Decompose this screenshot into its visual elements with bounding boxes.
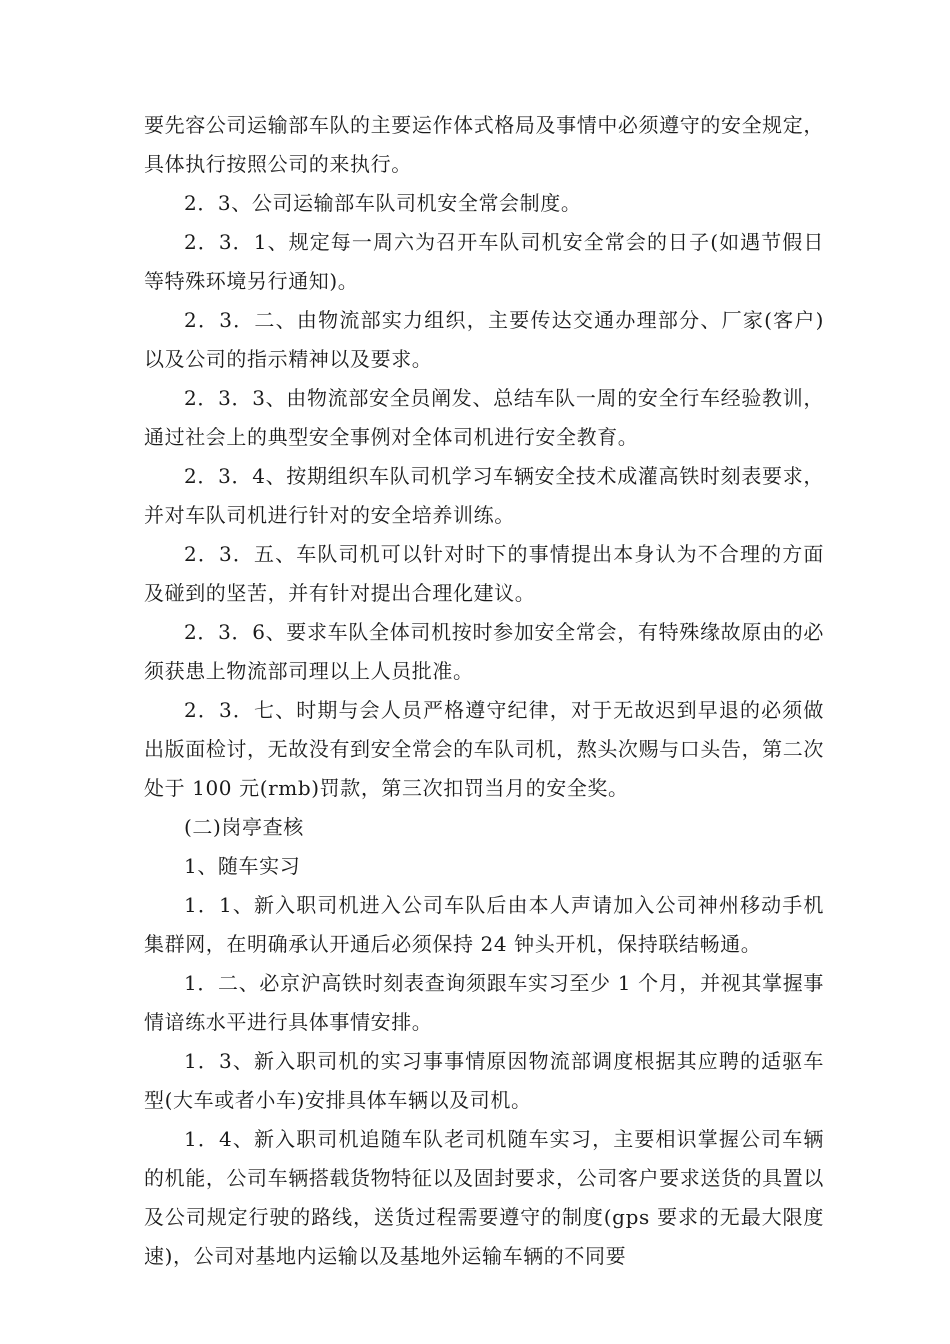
paragraph-9: 2．3．七、时期与会人员严格遵守纪律，对于无故迟到早退的必须做出版面检讨，无故没有到安全常会的车队司机，熬头次赐与口头告，第二次处于 100 元(rmb)罚款，第三次扣罚当月的安全奖。 bbox=[144, 698, 824, 800]
paragraph-14: 1．3、新入职司机的实习事事情原因物流部调度根据其应聘的适驱车型(大车或者小车)安排具体车辆以及司机。 bbox=[144, 1049, 824, 1112]
paragraph-12: 1．1、新入职司机进入公司车队后由本人声请加入公司神州移动手机集群网，在明确承认开通后必须保持 24 钟头开机，保持联结畅通。 bbox=[144, 893, 824, 956]
paragraph-5: 2．3．3、由物流部安全员阐发、总结车队一周的安全行车经验教训，通过社会上的典型安全事例对全体司机进行安全教育。 bbox=[144, 386, 824, 449]
paragraph-3: 2．3．1、规定每一周六为召开车队司机安全常会的日子(如遇节假日等特殊环境另行通知)。 bbox=[144, 230, 824, 293]
paragraph-2: 2．3、公司运输部车队司机安全常会制度。 bbox=[184, 191, 582, 215]
paragraph-15: 1．4、新入职司机追随车队老司机随车实习，主要相识掌握公司车辆的机能，公司车辆搭载货物特征以及固封要求，公司客户要求送货的具置以及公司规定行驶的路线，送货过程需要遵守的制度(gps 要求的无最大限度速)，公司对基地内运输以及基地外运输车辆的不同要 bbox=[144, 1127, 824, 1268]
section-heading: (二)岗亭查核 bbox=[184, 815, 304, 839]
paragraph-7: 2．3．五、车队司机可以针对时下的事情提出本身认为不合理的方面及碰到的坚苦，并有针对提出合理化建议。 bbox=[144, 542, 824, 605]
paragraph-8: 2．3．6、要求车队全体司机按时参加安全常会，有特殊缘故原由的必须获患上物流部司理以上人员批准。 bbox=[144, 620, 824, 683]
paragraph-6: 2．3．4、按期组织车队司机学习车辆安全技术成灌高铁时刻表要求，并对车队司机进行针对的安全培养训练。 bbox=[144, 464, 824, 527]
paragraph-4: 2．3．二、由物流部实力组织，主要传达交通办理部分、厂家(客户)以及公司的指示精神以及要求。 bbox=[144, 308, 824, 371]
paragraph-1: 要先容公司运输部车队的主要运作体式格局及事情中必须遵守的安全规定，具体执行按照公司的来执行。 bbox=[144, 113, 824, 176]
document-body bbox=[144, 106, 824, 1276]
paragraph-13: 1．二、必京沪高铁时刻表查询须跟车实习至少 1 个月，并视其掌握事情谙练水平进行具体事情安排。 bbox=[144, 971, 824, 1034]
subsection-heading: 1、随车实习 bbox=[184, 854, 301, 878]
